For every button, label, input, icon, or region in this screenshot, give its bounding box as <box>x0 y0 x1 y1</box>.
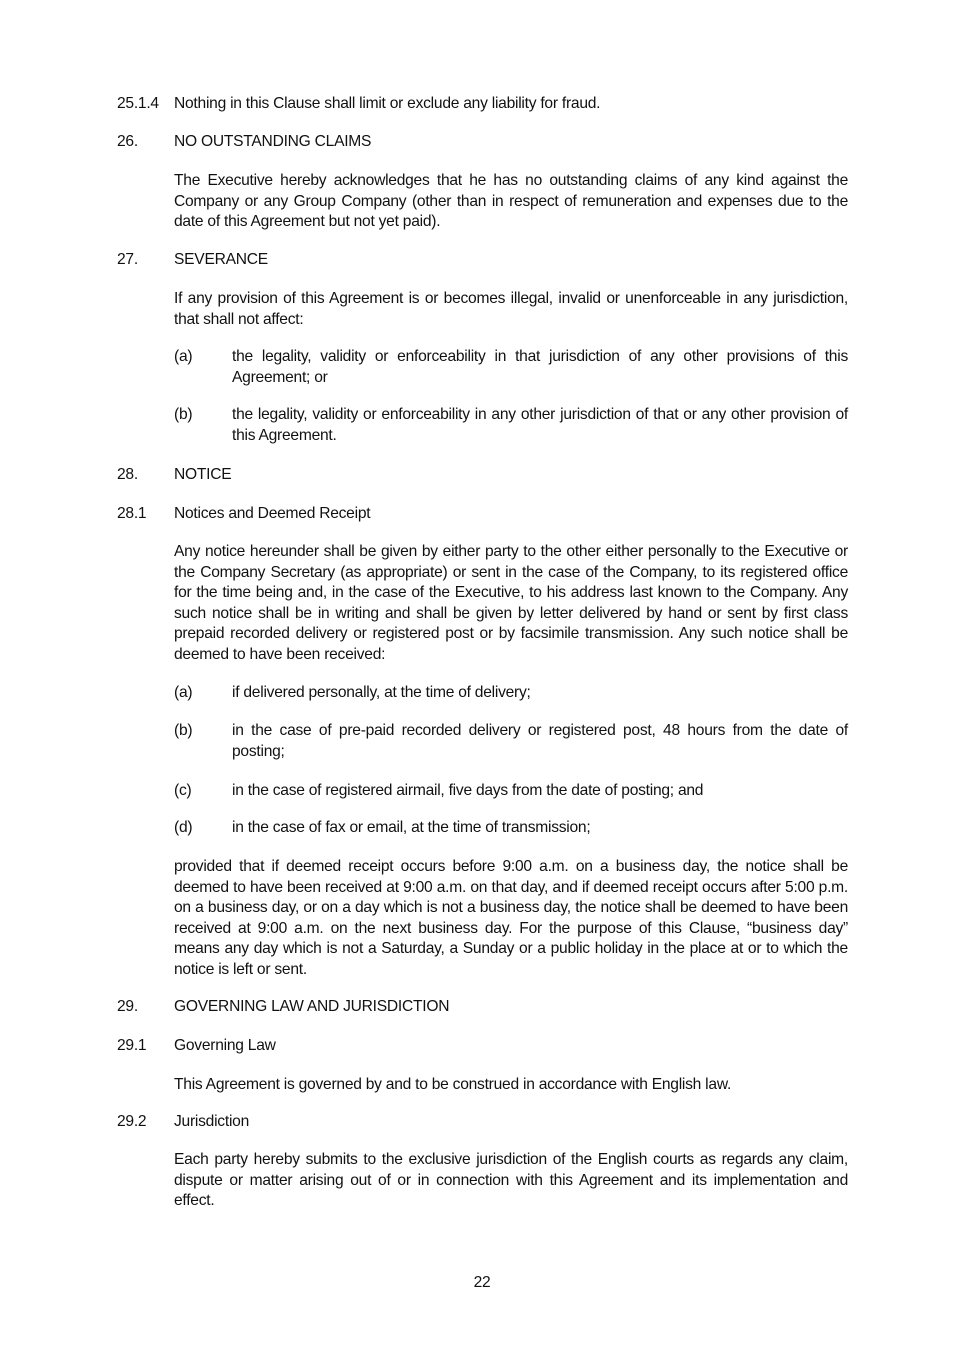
item-text: in the case of fax or email, at the time of transmission; <box>232 819 591 836</box>
item-text: the legality, validity or enforceability in any other jurisdiction of that or any other provision of this Agreement. <box>232 406 848 444</box>
clause-text: Nothing in this Clause shall limit or exclude any liability for fraud. <box>174 95 601 112</box>
clause-number: 28. <box>117 466 138 483</box>
item-label: (b) <box>174 722 193 739</box>
item-label: (b) <box>174 406 193 423</box>
item-text: if delivered personally, at the time of delivery; <box>232 684 531 701</box>
clause-heading: NO OUTSTANDING CLAIMS <box>174 133 372 150</box>
clause-number: 28.1 <box>117 505 147 522</box>
clause-text: The Executive hereby acknowledges that he has no outstanding claims of any kind against the Company or any Group Company (other than in respect of remuneration and expenses due to the date of this Agreement but not yet paid). <box>174 172 848 230</box>
clause-number: 25.1.4 <box>117 95 159 112</box>
clause-text: Each party hereby submits to the exclusive jurisdiction of the English courts as regards any claim, dispute or matter arising out of or in connection with this Agreement and its implementation and effect. <box>174 1151 848 1209</box>
clause-heading: SEVERANCE <box>174 251 268 268</box>
clause-heading: GOVERNING LAW AND JURISDICTION <box>174 998 450 1015</box>
clause-number: 26. <box>117 133 138 150</box>
item-text: the legality, validity or enforceability in that jurisdiction of any other provisions of this Agreement; or <box>232 348 848 386</box>
clause-heading: Governing Law <box>174 1037 276 1054</box>
clause-number: 29.2 <box>117 1113 147 1130</box>
clause-heading: Jurisdiction <box>174 1113 249 1130</box>
clause-number: 27. <box>117 251 138 268</box>
clause-text: This Agreement is governed by and to be construed in accordance with English law. <box>174 1076 732 1093</box>
clause-text: Any notice hereunder shall be given by either party to the other either personally to the Executive or the Company Secretary (as appropriate) or sent in the case of the Company, to its registered office for the time being and, in the case of the Executive, to his address last known to the Company. Any such notice shall be in writing and shall be given by letter delivered by hand or sent by first class prepaid recorded delivery or registered post or by facsimile transmission. Any such notice shall be deemed to have been received: <box>174 543 848 663</box>
clause-heading: NOTICE <box>174 466 232 483</box>
item-label: (a) <box>174 684 193 701</box>
item-label: (a) <box>174 348 193 365</box>
proviso-text: provided that if deemed receipt occurs before 9:00 a.m. on a business day, the notice shall be deemed to have been received at 9:00 a.m. on that day, and if deemed receipt occurs after 5:00 p.m. on a business day, or on a day which is not a business day, the notice shall be deemed to have been received at 9:00 a.m. on the next business day. For the purpose of this Clause, “business day” means any day which is not a Saturday, a Sunday or a public holiday in the place at or to which the notice is left or sent. <box>174 858 848 978</box>
item-label: (c) <box>174 782 192 799</box>
item-label: (d) <box>174 819 193 836</box>
page-number: 22 <box>473 1274 491 1291</box>
item-text: in the case of registered airmail, five days from the date of posting; and <box>232 782 704 799</box>
item-text: in the case of pre-paid recorded delivery or registered post, 48 hours from the date of posting; <box>232 722 848 760</box>
clause-text: If any provision of this Agreement is or becomes illegal, invalid or unenforceable in any jurisdiction, that shall not affect: <box>174 290 848 328</box>
clause-number: 29. <box>117 998 138 1015</box>
clause-number: 29.1 <box>117 1037 147 1054</box>
clause-heading: Notices and Deemed Receipt <box>174 505 371 522</box>
